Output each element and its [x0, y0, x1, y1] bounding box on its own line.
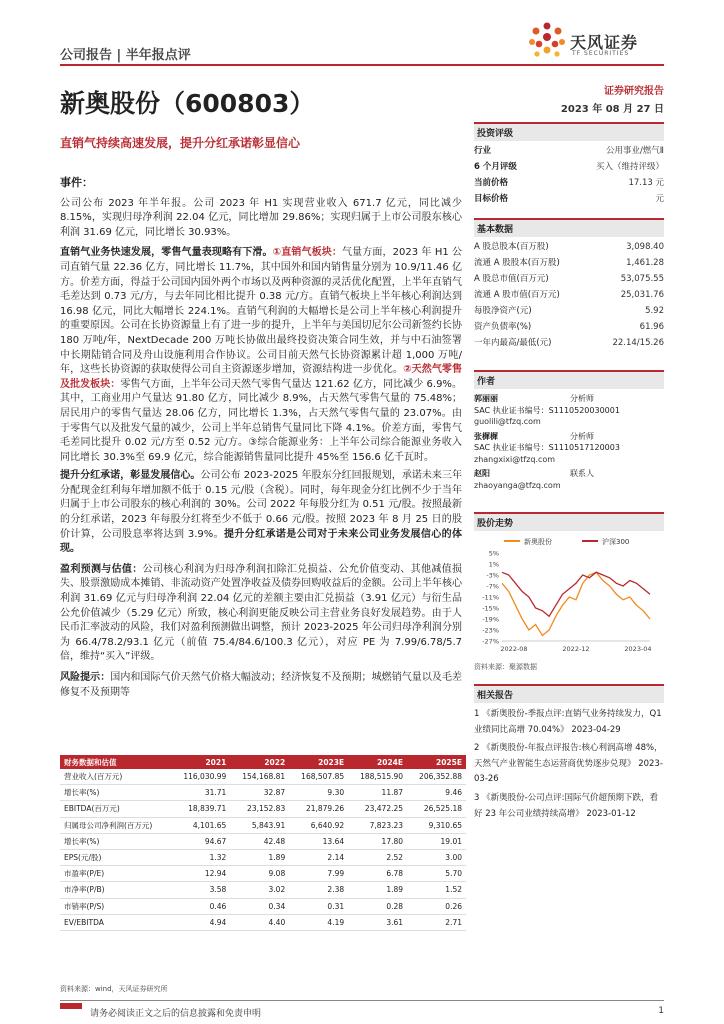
kv-key: 6 个月评级 — [474, 162, 517, 172]
author-name: 郭丽丽 — [474, 394, 498, 403]
finance-table — [60, 755, 466, 931]
y-tick-label: 5% — [488, 549, 499, 558]
logo-mark-icon — [526, 20, 568, 62]
kv-value: 公用事业/燃气Ⅱ — [605, 146, 664, 156]
table-cell: 168,507.85 — [289, 769, 348, 785]
sidebar-section-title: 投资评级 — [474, 122, 664, 141]
rating-list — [474, 143, 664, 207]
report-date: 2023 年 08 月 27 日 — [560, 104, 664, 115]
author-block — [474, 393, 664, 428]
legend-label: 沪深300 — [602, 538, 630, 546]
table-header-year: 2025E — [407, 755, 466, 769]
report-category: 公司报告 | 半年报点评 — [60, 48, 191, 63]
sidebar-price-trend — [474, 512, 664, 672]
table-cell: 1.32 — [171, 849, 230, 865]
x-tick-label: 2022-08 — [500, 645, 528, 653]
kv-value: 22.14/15.26 — [612, 338, 664, 348]
kv-row — [474, 287, 664, 303]
paragraph-heading: 直销气业务快速发展，零售气量表现略有下滑。 — [60, 247, 273, 259]
logo-text: 天风证券 — [570, 33, 639, 52]
table-header-row — [60, 755, 466, 769]
author-role: 分析师 — [570, 394, 594, 403]
legend-label: 新奥股份 — [524, 538, 552, 546]
table-cell: 42.48 — [230, 833, 289, 849]
table-cell: 206,352.88 — [407, 769, 466, 785]
table-cell: 6,640.92 — [289, 817, 348, 833]
table-cell: 0.46 — [171, 898, 230, 914]
author-role: 联系人 — [570, 469, 594, 478]
table-header-year: 2022 — [230, 755, 289, 769]
table-cell: 23,152.83 — [230, 801, 289, 817]
author-list — [474, 393, 664, 491]
table-row — [60, 914, 466, 930]
table-cell: 19.01 — [407, 833, 466, 849]
report-type: 证券研究报告 — [604, 86, 664, 97]
kv-value: 元 — [655, 194, 664, 204]
table-source: 资料来源：wind，天风证券研究所 — [60, 985, 168, 993]
table-row — [60, 785, 466, 801]
sidebar-related — [474, 684, 664, 825]
footer-divider — [60, 1000, 664, 1001]
kv-value: 3,098.40 — [626, 242, 664, 252]
table-body — [60, 769, 466, 930]
table-cell: 9.46 — [407, 785, 466, 801]
sidebar-rating — [474, 122, 664, 207]
table-row-label: 营业收入(百万元) — [60, 769, 171, 785]
table-cell: 3.61 — [348, 914, 407, 930]
company-logo — [526, 20, 666, 64]
table-cell: 6.78 — [348, 866, 407, 882]
table-cell: 2.14 — [289, 849, 348, 865]
table-cell: 1.89 — [348, 882, 407, 898]
table-row — [60, 801, 466, 817]
author-sac: SAC 执业证书编号：S1110517120003 — [474, 443, 620, 452]
table-cell: 154,168.81 — [230, 769, 289, 785]
y-tick-label: -19% — [482, 615, 499, 624]
paragraph-emphasis: 提升分红承诺是公司对于未来公司业务发展信心的体现。 — [60, 528, 463, 555]
y-tick-label: -15% — [482, 604, 499, 613]
table-cell: 18,839.71 — [171, 801, 230, 817]
basic-data-list — [474, 239, 664, 351]
paragraph-text: 零售气方面，上半年公司天然气零售气量达 121.62 亿方，同比减少 6.9%。其中，工商业用户气量达 91.80 亿方，同比减少 8.9%，占天然气零售气量的 75.48%；居民用户的零售气量达 28.06 亿方，同比增长 1.3%，占天然气零售气量的 23.07%。由于零售气以及批发气量的减少，公司上半年总销售气量同比下降 4.1%。价差方面，零售气毛差同比提升 0.02 元/方至 0.52 元/方。③综合能源业务：上半年公司综合能源业务收入同比增长 30.3%至 69.9 亿元，综合能源销售量同比提升 45%至 156.6 亿千瓦时。 — [60, 378, 462, 463]
kv-row — [474, 255, 664, 271]
table-row-label: 增长率(%) — [60, 785, 171, 801]
author-header — [474, 393, 664, 405]
table-row-label: 增长率(%) — [60, 833, 171, 849]
paragraph-risk — [60, 671, 462, 700]
table-row — [60, 769, 466, 785]
price-trend-chart — [474, 533, 664, 657]
footer-accent — [60, 1003, 82, 1009]
kv-key: A 股总市值(百万元) — [474, 274, 549, 284]
paragraph-heading: 风险提示： — [60, 672, 111, 683]
table-row — [60, 866, 466, 882]
table-cell: 7.99 — [289, 866, 348, 882]
kv-row — [474, 191, 664, 207]
sidebar-section-title: 作者 — [474, 370, 664, 389]
header-divider — [60, 64, 664, 66]
kv-key: 资产负债率(%) — [474, 322, 532, 332]
table-cell: 5,843.91 — [230, 817, 289, 833]
page-number: 1 — [658, 1006, 664, 1016]
table-row — [60, 817, 466, 833]
table-cell: 3.00 — [407, 849, 466, 865]
table-cell: 9.08 — [230, 866, 289, 882]
table-cell: 26,525.18 — [407, 801, 466, 817]
kv-key: 流通 A 股市值(百万元) — [474, 290, 560, 300]
event-heading: 事件： — [60, 176, 93, 189]
table-row-label: EV/EBITDA — [60, 914, 171, 930]
table-cell: 4.19 — [289, 914, 348, 930]
kv-row — [474, 271, 664, 287]
author-block — [474, 468, 664, 491]
kv-row — [474, 143, 664, 159]
author-sac: SAC 执业证书编号：S1110520030001 — [474, 405, 620, 415]
table-cell: 13.64 — [289, 833, 348, 849]
paragraph-heading: 盈利预测与估值： — [60, 563, 143, 575]
author-header — [474, 431, 664, 443]
table-cell: 17.80 — [348, 833, 407, 849]
kv-value: 1,461.28 — [626, 258, 664, 268]
report-subtitle: 直销气持续高速发展，提升分红承诺彰显信心 — [60, 136, 301, 150]
paragraph-heading: 提升分红承诺，彰显发展信心。 — [60, 470, 201, 482]
author-header — [474, 468, 664, 480]
kv-value: 17.13 元 — [628, 178, 664, 188]
paragraph-text: 国内和国际气价天然气价格大幅波动；经济恢复不及预期；城燃销气量以及毛差修复不及预期等 — [60, 672, 463, 698]
table-row-label: EBITDA(百万元) — [60, 801, 171, 817]
subsection-label: ①直销气板块： — [272, 247, 343, 259]
table-cell: 0.31 — [289, 898, 348, 914]
author-email[interactable]: zhangxixi@tfzq.com — [474, 454, 556, 464]
table-cell: 2.52 — [348, 849, 407, 865]
footer-disclaimer: 请务必阅读正文之后的信息披露和免责申明 — [90, 1009, 262, 1019]
table-row — [60, 882, 466, 898]
kv-row — [474, 303, 664, 319]
related-report-list — [474, 707, 664, 822]
kv-value: 5.92 — [645, 306, 664, 316]
kv-value: 25,031.76 — [620, 290, 664, 300]
table-header-label: 财务数据和估值 — [60, 755, 171, 769]
table-header-year: 2021 — [171, 755, 230, 769]
y-tick-label: -11% — [482, 593, 499, 602]
author-email[interactable]: guolili@tfzq.com — [474, 417, 541, 426]
kv-key: A 股总股本(百万股) — [474, 242, 549, 252]
kv-value: 53,075.55 — [620, 274, 664, 284]
kv-key: 流通 A 股股本(百万股) — [474, 258, 560, 268]
table-cell: 1.52 — [407, 882, 466, 898]
related-report-item[interactable]: 2 《新奥股份-年报点评报告:核心利润高增 48%，天然气产业智能生态运营商优势逐步兑现》 2023-03-26 — [474, 743, 663, 785]
x-tick-label: 2022-12 — [562, 645, 590, 653]
kv-key: 一年内最高/最低(元) — [474, 338, 552, 348]
table-cell: 3.02 — [230, 882, 289, 898]
table-cell: 1.89 — [230, 849, 289, 865]
sidebar-section-title: 股价走势 — [474, 512, 664, 531]
table-cell: 9,310.65 — [407, 817, 466, 833]
table-cell: 11.87 — [348, 785, 407, 801]
related-report-item[interactable]: 3 《新奥股份-公司点评:国际气价超预期下跌，看好 23 年公司业绩持续高增》 2023-01-12 — [474, 792, 659, 819]
author-name: 张樨樨 — [474, 431, 498, 441]
table-header-year: 2023E — [289, 755, 348, 769]
chart-source: 资料来源：聚源数据 — [474, 663, 537, 671]
table-cell: 4,101.65 — [171, 817, 230, 833]
series-line — [502, 572, 650, 616]
table-cell: 5.70 — [407, 866, 466, 882]
table-cell: 2.71 — [407, 914, 466, 930]
paragraph-text: 气量方面，2023 年 H1 公司直销气量 22.36 亿方，同比增长 11.7%，其中国外和国内销售量分别为 10.9/11.46 亿方。价差方面，得益于公司国内国外两个市场以及两种资源的灵活优化配置，上半年直销气毛差达到 0.73 元/方，与去年同比相比提升 0.38 元/方。直销气板块上半年核心利润达到 16.98 亿元，同比大幅增长 224.1%。直销气利润的大幅增长是公司上半年核心利润提升的重要原因。公司在长协资源量上有了进一步的提升，上半年与美国切尼尔公司新签约长协 180 万吨/年，NextDecade 200 万吨长协做出最终投资决策合同生效，并与中石油签署中长期陆销合同及舟山设施利用合作协议。公司目前天然气长协资源累计超 1,000 万吨/年，这些长协资源的获取使得公司自主资源逐步增加，资源结构进一步优化。 — [60, 247, 463, 376]
table-cell: 23,472.25 — [348, 801, 407, 817]
y-tick-label: -23% — [482, 626, 499, 635]
table-cell: 7,823.23 — [348, 817, 407, 833]
table-cell: 12.94 — [171, 866, 230, 882]
table-cell: 32.87 — [230, 785, 289, 801]
kv-key: 行业 — [474, 146, 492, 156]
event-text: 公司公布 2023 年半年报。公司 2023 年 H1 实现营业收入 671.7 亿元，同比减少 8.15%，实现归母净利润 22.04 亿元，同比增加 29.86%；实现归属于上市公司股东核心利润 31.69 亿元，同比增长 30.93%。 — [60, 197, 462, 238]
page-title: 新奥股份（600803） — [60, 89, 315, 118]
related-report-item[interactable]: 1 《新奥股份-季报点评:直销气业务持续发力，Q1 业绩同比高增 70.04%》 2023-04-29 — [474, 709, 662, 735]
subsection-label: ②天然气零售及批发板块： — [60, 364, 462, 390]
kv-row — [474, 159, 664, 175]
table-cell: 9.30 — [289, 785, 348, 801]
paragraph-direct-gas — [60, 246, 462, 465]
table-row-label: 归属母公司净利润(百万元) — [60, 817, 171, 833]
table-cell: 116,030.99 — [171, 769, 230, 785]
sidebar-authors — [474, 370, 664, 494]
table-cell: 4.40 — [230, 914, 289, 930]
sidebar-section-title: 相关报告 — [474, 684, 664, 703]
y-tick-label: 1% — [488, 560, 499, 569]
sidebar-section-title: 基本数据 — [474, 218, 664, 237]
kv-value: 61.96 — [639, 322, 664, 332]
paragraph-text: 公司核心利润为归母净利润扣除汇兑损益、公允价值变动、其他减值损失、股票激励成本摊销、非流动资产处置净收益及债券回购收益后的金额。公司上半年核心利润 31.69 亿元与归母净利润 22.04 亿元的差额主要由汇兑损益（3.91 亿元）与衍生品公允价值减少（5.29 亿元）所致，核心利润更能反映公司主营业务良好发展趋势。由于人民币汇率波动的风险，我们对盈利预测做出调整，预计 2023-2025 年公司归母净利润分别为 66.4/78.2/93.1 亿元（前值 75.4/84.6/100.3 亿元），对应 PE 为 7.99/6.78/5.7 倍，维持“买入”评级。 — [60, 563, 463, 663]
table-header-year: 2024E — [348, 755, 407, 769]
main-body — [60, 176, 462, 704]
kv-key: 每股净资产(元) — [474, 306, 532, 316]
table-row-label: 市销率(P/S) — [60, 898, 171, 914]
x-tick-label: 2023-04 — [624, 645, 652, 653]
author-role: 分析师 — [570, 431, 594, 441]
table-row-label: 市盈率(P/E) — [60, 866, 171, 882]
table-row-label: 市净率(P/B) — [60, 882, 171, 898]
y-tick-label: -3% — [486, 571, 499, 580]
table-cell: 21,879.26 — [289, 801, 348, 817]
author-block — [474, 431, 664, 466]
table-row-label: EPS(元/股) — [60, 849, 171, 865]
kv-key: 当前价格 — [474, 178, 509, 188]
table-row — [60, 833, 466, 849]
table-cell: 31.71 — [171, 785, 230, 801]
kv-row — [474, 319, 664, 335]
table-cell: 2.38 — [289, 882, 348, 898]
table-cell: 3.58 — [171, 882, 230, 898]
y-tick-label: -27% — [482, 637, 499, 646]
paragraph-text: 公司公布 2023-2025 年股东分红回报规划，承诺未来三年分配现金红利每年增加额不低于 0.15 元/股（含税）。同时，每年现金分红比例不少于当年归属于上市公司股东的核心利润的 30%。公司 2022 年每股分红为 0.51 元/股。按照最新的分红承诺，2023 年每股分红将至少不低于 0.66 元/股。按照 2023 年 8 月 25 日的股价计算，公司股息率将达到 3.9%。 — [60, 470, 462, 540]
table-cell: 4.94 — [171, 914, 230, 930]
paragraph-forecast — [60, 563, 462, 665]
kv-row — [474, 239, 664, 255]
table-cell: 0.26 — [407, 898, 466, 914]
author-name: 赵阳 — [474, 469, 490, 478]
paragraph-dividend — [60, 469, 462, 557]
kv-key: 目标价格 — [474, 194, 509, 204]
kv-row — [474, 335, 664, 351]
table-cell: 94.67 — [171, 833, 230, 849]
table-cell: 0.34 — [230, 898, 289, 914]
sidebar-basic-data — [474, 218, 664, 351]
author-email[interactable]: zhaoyanga@tfzq.com — [474, 480, 561, 490]
kv-row — [474, 175, 664, 191]
table-row — [60, 849, 466, 865]
logo-subtext: TF SECURITIES — [572, 50, 630, 57]
kv-value: 买入（维持评级） — [595, 162, 664, 172]
table-row — [60, 898, 466, 914]
table-cell: 188,515.90 — [348, 769, 407, 785]
y-tick-label: -7% — [486, 582, 499, 591]
table-cell: 0.28 — [348, 898, 407, 914]
